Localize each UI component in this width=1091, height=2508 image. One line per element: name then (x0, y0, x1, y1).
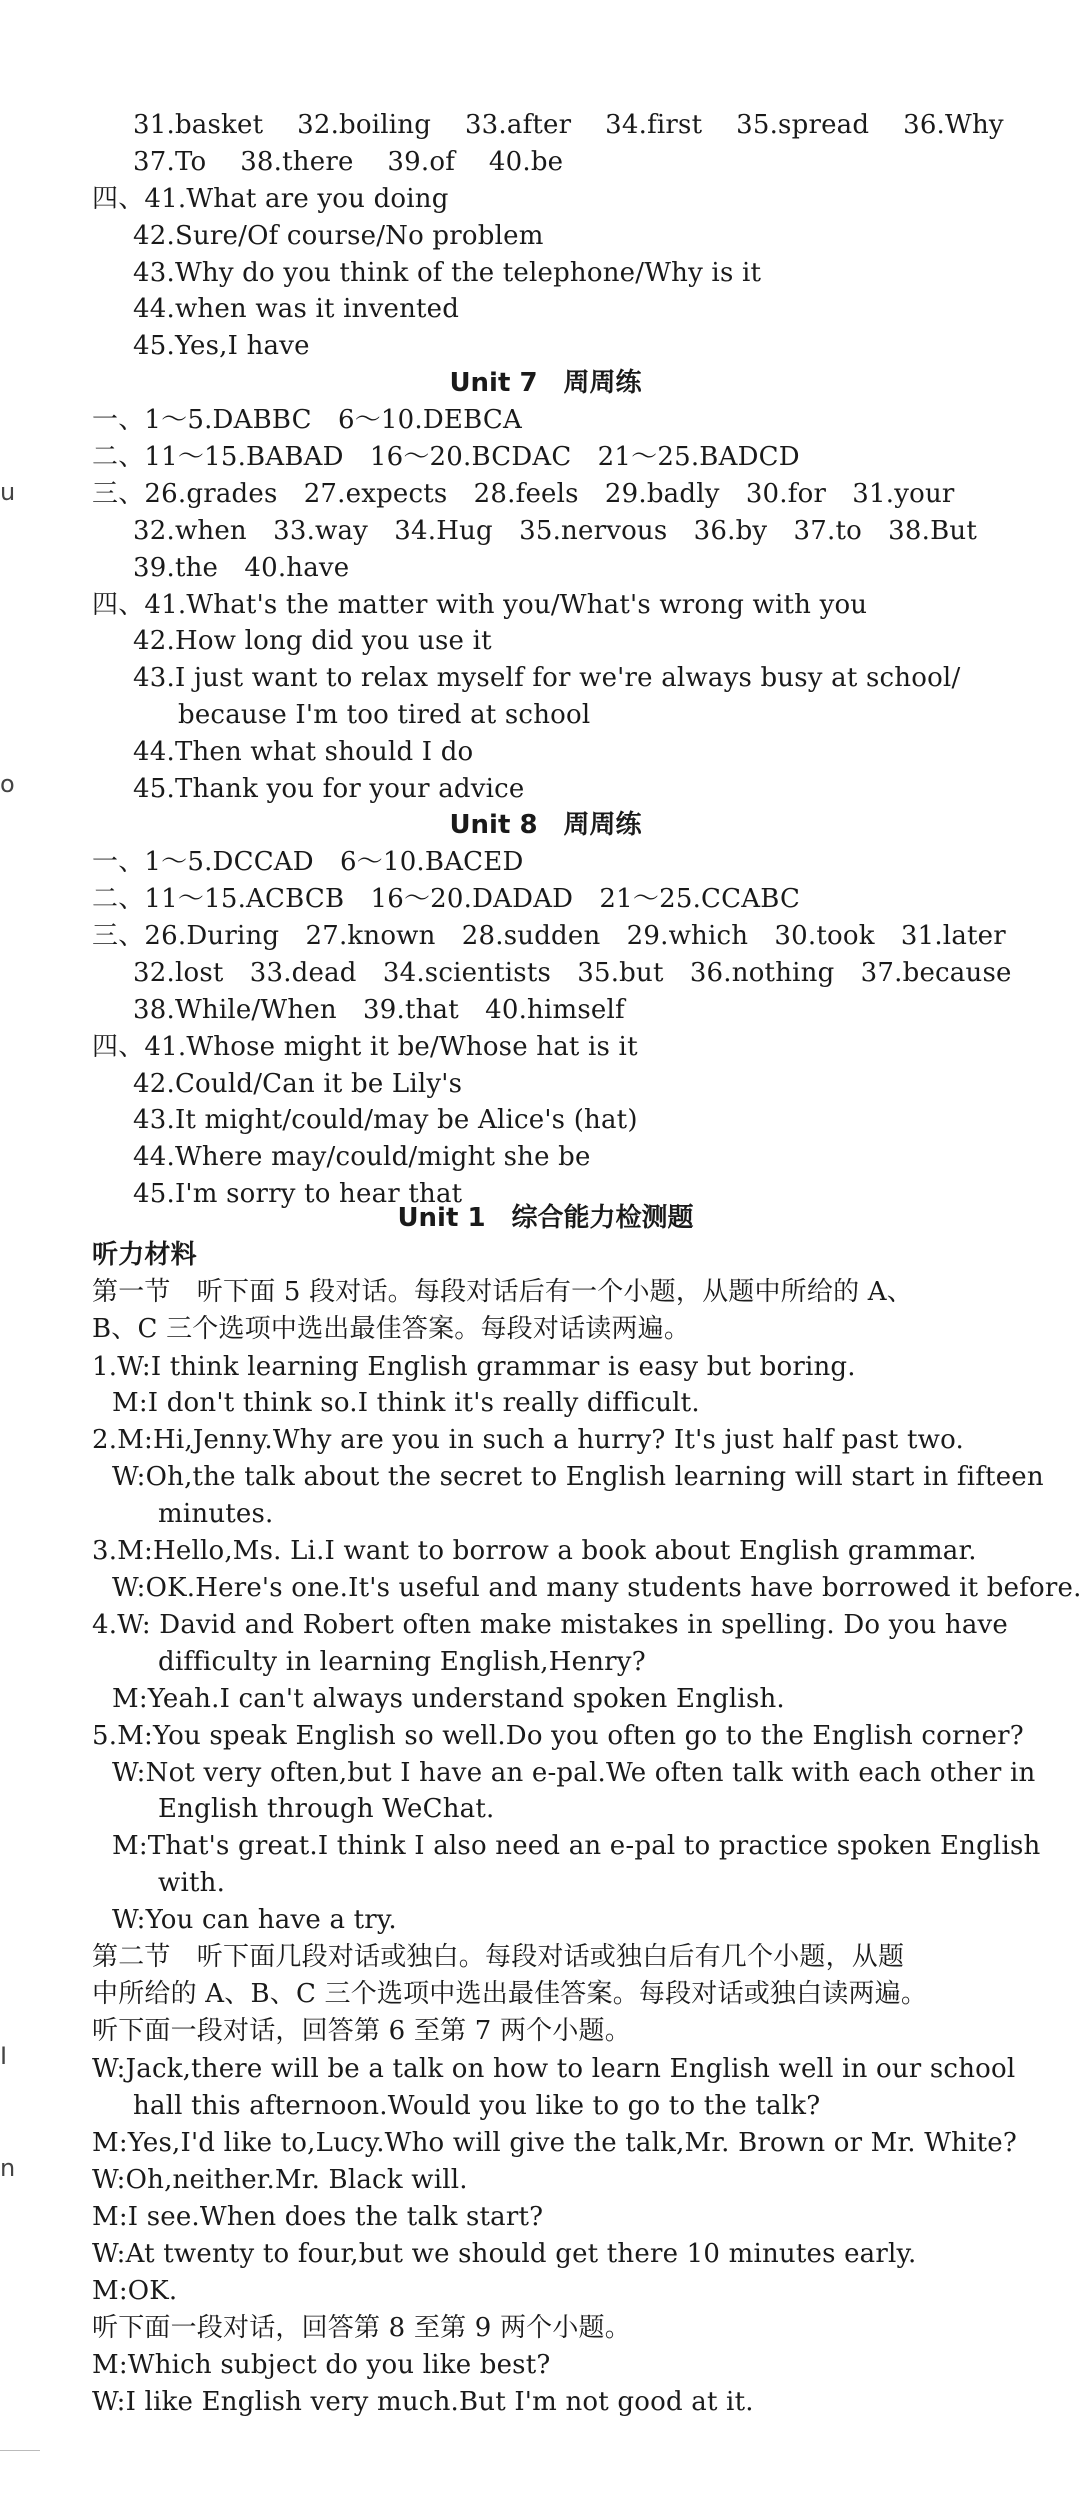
dialogue1-w: 1.W:I think learning English grammar is easy but boring. (92, 1352, 856, 1382)
unit7-answer-43-cont: because I'm too tired at school (178, 700, 591, 730)
conv1-w: W:Jack,there will be a talk on how to learn English well in our school (92, 2054, 1016, 2084)
dialogue4-m: M:Yeah.I can't always understand spoken English. (112, 1684, 785, 1714)
unit8-answer-41: 四、41.Whose might it be/Whose hat is it (92, 1032, 638, 1062)
conv1-m3: M:OK. (92, 2276, 178, 2306)
unit7-title: Unit 7 周周练 (449, 368, 642, 398)
edge-mark-n: n (0, 2154, 16, 2182)
answer-40: 40.be (488, 147, 564, 177)
answer-37: 37.To (133, 147, 207, 177)
unit7-section3-row1: 三、26.grades 27.expects 28.feels 29.badly 30.for 31.your (92, 479, 955, 509)
answer-45: 45.Yes,I have (133, 331, 310, 361)
dialogue5-w2: W:You can have a try. (112, 1905, 397, 1935)
answer-35: 35.spread (736, 110, 870, 140)
dialogue4-w: 4.W: David and Robert often make mistakes in spelling. Do you have (92, 1610, 1009, 1640)
answer-33: 33.after (464, 110, 572, 140)
dialogue2-w-cont: minutes. (158, 1499, 274, 1529)
unit8-answer-45: 45.I'm sorry to hear that (133, 1179, 463, 1209)
edge-mark-o: o (0, 770, 15, 798)
unit7-answer-42: 42.How long did you use it (133, 626, 492, 656)
listening-material-heading: 听力材料 (92, 1240, 197, 1270)
conv2-w: W:I like English very much.But I'm not good at it. (92, 2387, 754, 2417)
unit8-section2: 二、11～15.ACBCB 16～20.DADAD 21～25.CCABC (92, 884, 801, 914)
answer-38: 38.there (240, 147, 354, 177)
conv1-m: M:Yes,I'd like to,Lucy.Who will give the talk,Mr. Brown or Mr. White? (92, 2128, 1017, 2158)
conv1-w3: W:At twenty to four,but we should get there 10 minutes early. (92, 2239, 917, 2269)
dialogue3-m: 3.M:Hello,Ms. Li.I want to borrow a book about English grammar. (92, 1536, 977, 1566)
dialogue5-w-cont: English through WeChat. (158, 1794, 495, 1824)
conv1-w-cont: hall this afternoon.Would you like to go to the talk? (133, 2091, 821, 2121)
unit7-section3-row2: 32.when 33.way 34.Hug 35.nervous 36.by 37.to 38.But (133, 516, 978, 546)
unit7-section1: 一、1～5.DABBC 6～10.DEBCA (92, 405, 522, 435)
dialogue5-m: 5.M:You speak English so well.Do you often go to the English corner? (92, 1721, 1024, 1751)
unit7-answer-41: 四、41.What's the matter with you/What's wrong with you (92, 590, 868, 620)
unit7-answer-43: 43.I just want to relax myself for we're always busy at school/ (133, 663, 961, 693)
dialogue1-m: M:I don't think so.I think it's really difficult. (112, 1388, 700, 1418)
prompt-q6-7: 听下面一段对话，回答第 6 至第 7 两个小题。 (92, 2016, 631, 2046)
conv1-w2: W:Oh,neither.Mr. Black will. (92, 2165, 468, 2195)
dialogue5-m2-cont: with. (158, 1868, 226, 1898)
answer-34: 34.first (605, 110, 703, 140)
edge-mark-I: I (0, 2042, 8, 2070)
unit7-answer-45: 45.Thank you for your advice (133, 774, 525, 804)
answer-36: 36.Why (903, 110, 1004, 140)
unit8-answer-42: 42.Could/Can it be Lily's (133, 1069, 463, 1099)
conv1-m2: M:I see.When does the talk start? (92, 2202, 544, 2232)
unit8-section3-row1: 三、26.During 27.known 28.sudden 29.which 30.took 31.later (92, 921, 1006, 951)
answer-43: 43.Why do you think of the telephone/Why is it (133, 258, 762, 288)
unit7-section3-row3: 39.the 40.have (133, 553, 350, 583)
dialogue5-w: W:Not very often,but I have an e-pal.We often talk with each other in (112, 1758, 1036, 1788)
unit1-title: Unit 1 综合能力检测题 (397, 1203, 694, 1233)
answer-42: 42.Sure/Of course/No problem (133, 221, 544, 251)
answer-row-31-36 (133, 108, 1004, 142)
edge-mark-u: u (0, 478, 16, 506)
section1-instructions: 第一节 听下面 5 段对话。每段对话后有一个小题，从题中所给的 A、 (92, 1277, 913, 1307)
answer-39: 39.of (387, 147, 456, 177)
answer-41: 四、41.What are you doing (92, 184, 449, 214)
unit7-section2: 二、11～15.BABAD 16～20.BCDAC 21～25.BADCD (92, 442, 800, 472)
answer-row-37-40 (133, 145, 563, 179)
answer-44: 44.when was it invented (133, 294, 460, 324)
dialogue3-w: W:OK.Here's one.It's useful and many students have borrowed it before. (112, 1573, 1082, 1603)
section2-instructions: 第二节 听下面几段对话或独白。每段对话或独白后有几个小题，从题 (92, 1942, 905, 1972)
dialogue4-w-cont: difficulty in learning English,Henry? (158, 1647, 646, 1677)
unit8-section3-row2: 32.lost 33.dead 34.scientists 35.but 36.nothing 37.because (133, 958, 1012, 988)
unit8-section1: 一、1～5.DCCAD 6～10.BACED (92, 847, 524, 877)
answer-32: 32.boiling (297, 110, 432, 140)
unit8-title: Unit 8 周周练 (449, 810, 642, 840)
section1-instructions-cont: B、C 三个选项中选出最佳答案。每段对话读两遍。 (92, 1314, 691, 1344)
prompt-q8-9: 听下面一段对话，回答第 8 至第 9 两个小题。 (92, 2313, 631, 2343)
dialogue2-m: 2.M:Hi,Jenny.Why are you in such a hurry? It's just half past two. (92, 1425, 964, 1455)
unit8-answer-43: 43.It might/could/may be Alice's (hat) (133, 1105, 638, 1135)
conv2-m: M:Which subject do you like best? (92, 2350, 551, 2380)
bottom-rule (0, 2450, 40, 2451)
dialogue2-w: W:Oh,the talk about the secret to English learning will start in fifteen (112, 1462, 1044, 1492)
section2-instructions-cont: 中所给的 A、B、C 三个选项中选出最佳答案。每段对话或独白读两遍。 (92, 1979, 928, 2009)
answer-31: 31.basket (133, 110, 264, 140)
unit8-section3-row3: 38.While/When 39.that 40.himself (133, 995, 625, 1025)
unit7-answer-44: 44.Then what should I do (133, 737, 474, 767)
unit8-answer-44: 44.Where may/could/might she be (133, 1142, 591, 1172)
dialogue5-m2: M:That's great.I think I also need an e-pal to practice spoken English (112, 1831, 1041, 1861)
